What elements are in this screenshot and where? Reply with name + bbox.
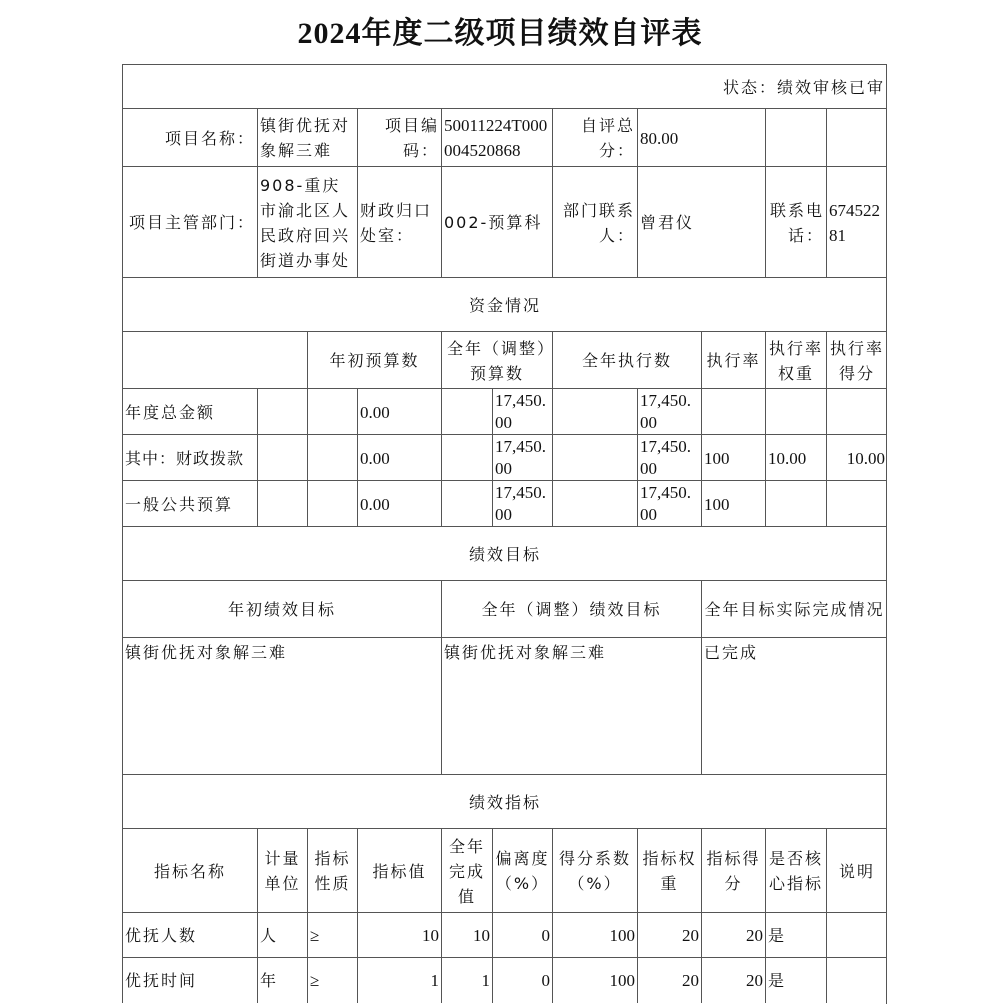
ind-header-nature: 指标性质	[307, 828, 357, 913]
ind-target: 1	[357, 957, 441, 1003]
goals-actual-value: 已完成	[701, 637, 887, 775]
empty-cell	[307, 388, 357, 435]
ind-core: 是	[765, 957, 826, 1003]
funding-weight: 10.00	[765, 434, 826, 481]
funding-weight	[765, 388, 826, 435]
goals-header-adjusted: 全年（调整）绩效目标	[441, 580, 701, 638]
empty-cell	[552, 480, 637, 527]
funding-header-initial: 年初预算数	[307, 331, 441, 389]
empty-cell	[552, 434, 637, 481]
ind-coef: 100	[552, 912, 637, 958]
funding-row-label: 其中：财政拨款	[122, 434, 257, 481]
empty-cell	[257, 434, 307, 481]
empty-cell	[552, 388, 637, 435]
ind-score: 20	[701, 912, 765, 958]
ind-weight: 20	[637, 957, 701, 1003]
project-code-value: 50011224T000004520868	[441, 108, 552, 167]
funding-header-rate: 执行率	[701, 331, 765, 389]
ind-name: 优抚时间	[122, 957, 257, 1003]
funding-row-label: 一般公共预算	[122, 480, 257, 527]
ind-header-deviation: 偏离度（%）	[492, 828, 552, 913]
empty-cell	[441, 388, 492, 435]
ind-actual: 10	[441, 912, 492, 958]
ind-deviation: 0	[492, 912, 552, 958]
project-name-label: 项目名称：	[122, 108, 257, 167]
empty-cell	[441, 434, 492, 481]
funding-section-title: 资金情况	[122, 277, 887, 332]
empty-cell	[441, 480, 492, 527]
ind-deviation: 0	[492, 957, 552, 1003]
funding-weight	[765, 480, 826, 527]
ind-note	[826, 912, 887, 958]
funding-header-adjusted: 全年（调整）预算数	[441, 331, 552, 389]
funding-initial: 0.00	[357, 480, 441, 527]
ind-header-core: 是否核心指标	[765, 828, 826, 913]
ind-header-note: 说明	[826, 828, 887, 913]
project-name-value: 镇街优抚对象解三难	[257, 108, 357, 167]
ind-header-weight: 指标权重	[637, 828, 701, 913]
finance-office-label: 财政归口处室：	[357, 166, 441, 278]
ind-nature: ≥	[307, 957, 357, 1003]
ind-weight: 20	[637, 912, 701, 958]
self-score-label: 自评总分：	[552, 108, 637, 167]
empty-cell	[307, 434, 357, 481]
contact-value: 曾君仪	[637, 166, 765, 278]
dept-label: 项目主管部门：	[122, 166, 257, 278]
funding-initial: 0.00	[357, 434, 441, 481]
ind-header-actual: 全年完成值	[441, 828, 492, 913]
funding-header-weight: 执行率权重	[765, 331, 826, 389]
dept-value: 908-重庆市渝北区人民政府回兴街道办事处	[257, 166, 357, 278]
status-text: 状态：绩效审核已审	[122, 64, 887, 109]
goals-header-initial: 年初绩效目标	[122, 580, 441, 638]
ind-target: 10	[357, 912, 441, 958]
funding-score	[826, 480, 887, 527]
goals-initial-value: 镇街优抚对象解三难	[122, 637, 441, 775]
ind-header-target: 指标值	[357, 828, 441, 913]
funding-rate	[701, 388, 765, 435]
finance-office-value: 002-预算科	[441, 166, 552, 278]
funding-executed: 17,450.00	[637, 434, 701, 481]
funding-score	[826, 388, 887, 435]
funding-row-label: 年度总金额	[122, 388, 257, 435]
empty-cell	[257, 388, 307, 435]
ind-header-coef: 得分系数（%）	[552, 828, 637, 913]
empty-cell	[257, 480, 307, 527]
goals-adjusted-value: 镇街优抚对象解三难	[441, 637, 701, 775]
goals-section-title: 绩效目标	[122, 526, 887, 581]
funding-executed: 17,450.00	[637, 480, 701, 527]
funding-header-executed: 全年执行数	[552, 331, 701, 389]
contact-label: 部门联系人：	[552, 166, 637, 278]
page-title: 2024年度二级项目绩效自评表	[297, 17, 703, 50]
project-code-label: 项目编码：	[357, 108, 441, 167]
ind-header-name: 指标名称	[122, 828, 257, 913]
ind-score: 20	[701, 957, 765, 1003]
ind-unit: 年	[257, 957, 307, 1003]
ind-header-score: 指标得分	[701, 828, 765, 913]
funding-rate: 100	[701, 480, 765, 527]
ind-core: 是	[765, 912, 826, 958]
funding-adjusted: 17,450.00	[492, 480, 552, 527]
empty-cell	[826, 108, 887, 167]
ind-unit: 人	[257, 912, 307, 958]
phone-label: 联系电话：	[765, 166, 826, 278]
funding-rate: 100	[701, 434, 765, 481]
funding-header-blank	[122, 331, 307, 389]
funding-adjusted: 17,450.00	[492, 388, 552, 435]
goals-header-actual: 全年目标实际完成情况	[701, 580, 887, 638]
ind-coef: 100	[552, 957, 637, 1003]
funding-header-score: 执行率得分	[826, 331, 887, 389]
funding-initial: 0.00	[357, 388, 441, 435]
funding-executed: 17,450.00	[637, 388, 701, 435]
ind-actual: 1	[441, 957, 492, 1003]
ind-header-unit: 计量单位	[257, 828, 307, 913]
phone-value: 67452281	[826, 166, 887, 278]
self-score-value: 80.00	[637, 108, 765, 167]
empty-cell	[765, 108, 826, 167]
ind-name: 优抚人数	[122, 912, 257, 958]
ind-note	[826, 957, 887, 1003]
funding-adjusted: 17,450.00	[492, 434, 552, 481]
funding-score: 10.00	[826, 434, 887, 481]
ind-nature: ≥	[307, 912, 357, 958]
empty-cell	[307, 480, 357, 527]
indicators-section-title: 绩效指标	[122, 774, 887, 829]
